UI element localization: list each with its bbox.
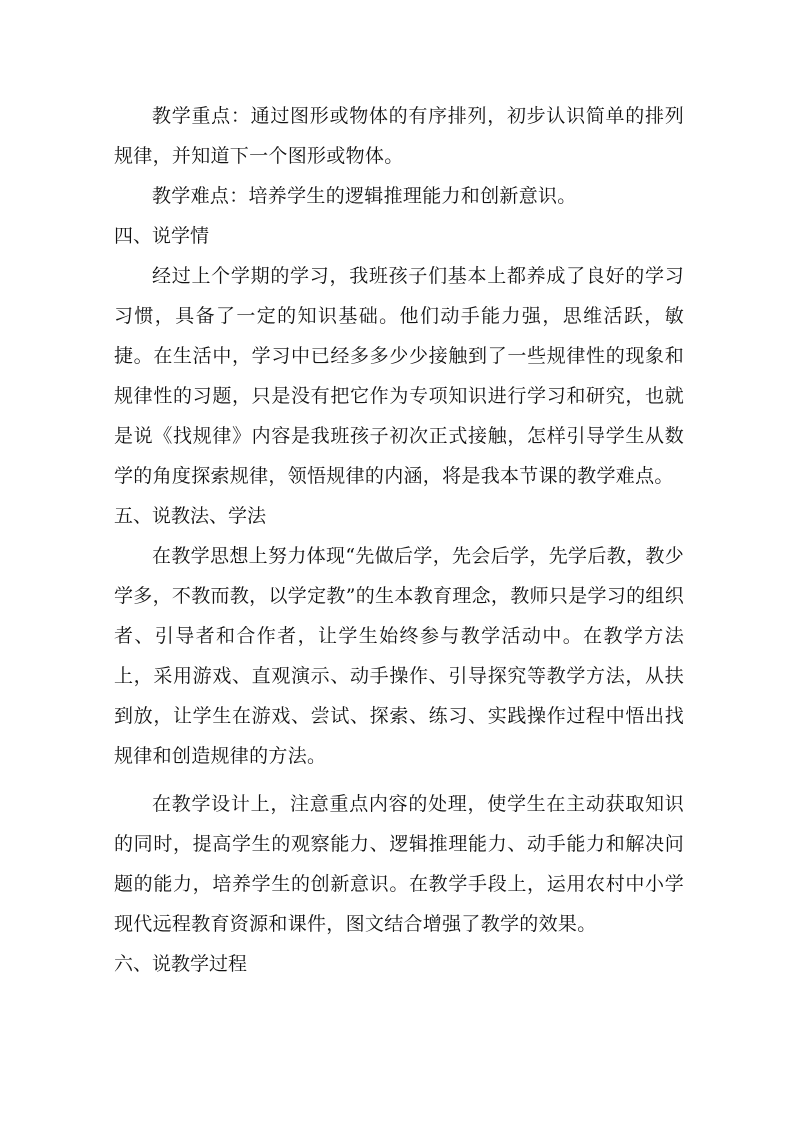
section-6-heading: 六、说教学过程: [114, 953, 248, 975]
paragraph-gap: [114, 776, 684, 784]
document-page: [114, 96, 684, 984]
teaching-focus: 教学重点：通过图形或物体的有序排列，初步认识简单的排列规律，并知道下一个图形或物体。: [114, 105, 684, 167]
section-5-heading: 五、说教法、学法: [114, 505, 267, 527]
teaching-difficulty: 教学难点：培养学生的逻辑推理能力和创新意识。: [152, 185, 577, 207]
section-4-heading: 四、说学情: [114, 225, 210, 247]
learner-analysis: 经过上个学期的学习，我班孩子们基本上都养成了良好的学习习惯，具备了一定的知识基础。他们动手能力强，思维活跃，敏捷。在生活中，学习中已经多多少少接触到了一些规律性的现象和规律性的习题，只是没有把它作为专项知识进行学习和研究，也就是说《找规律》内容是我班孩子初次正式接触，怎样引导学生从数学的角度探索规律，领悟规律的内涵，将是我本节课的教学难点。: [114, 265, 684, 487]
teaching-methods: 在教学思想上努力体现“先做后学，先会后学，先学后教，教少学多，不教而教，以学定教”的生本教育理念，教师只是学习的组织者、引导者和合作者，让学生始终参与教学活动中。在教学方法上，采用游戏、直观演示、动手操作、引导探究等教学方法，从扶到放，让学生在游戏、尝试、探索、练习、实践操作过程中悟出找规律和创造规律的方法。: [114, 545, 684, 767]
teaching-design: 在教学设计上，注意重点内容的处理，使学生在主动获取知识的同时，提高学生的观察能力、逻辑推理能力、动手能力和解决问题的能力，培养学生的创新意识。在教学手段上，运用农村中小学现代远程教育资源和课件，图文结合增强了教学的效果。: [114, 793, 684, 935]
